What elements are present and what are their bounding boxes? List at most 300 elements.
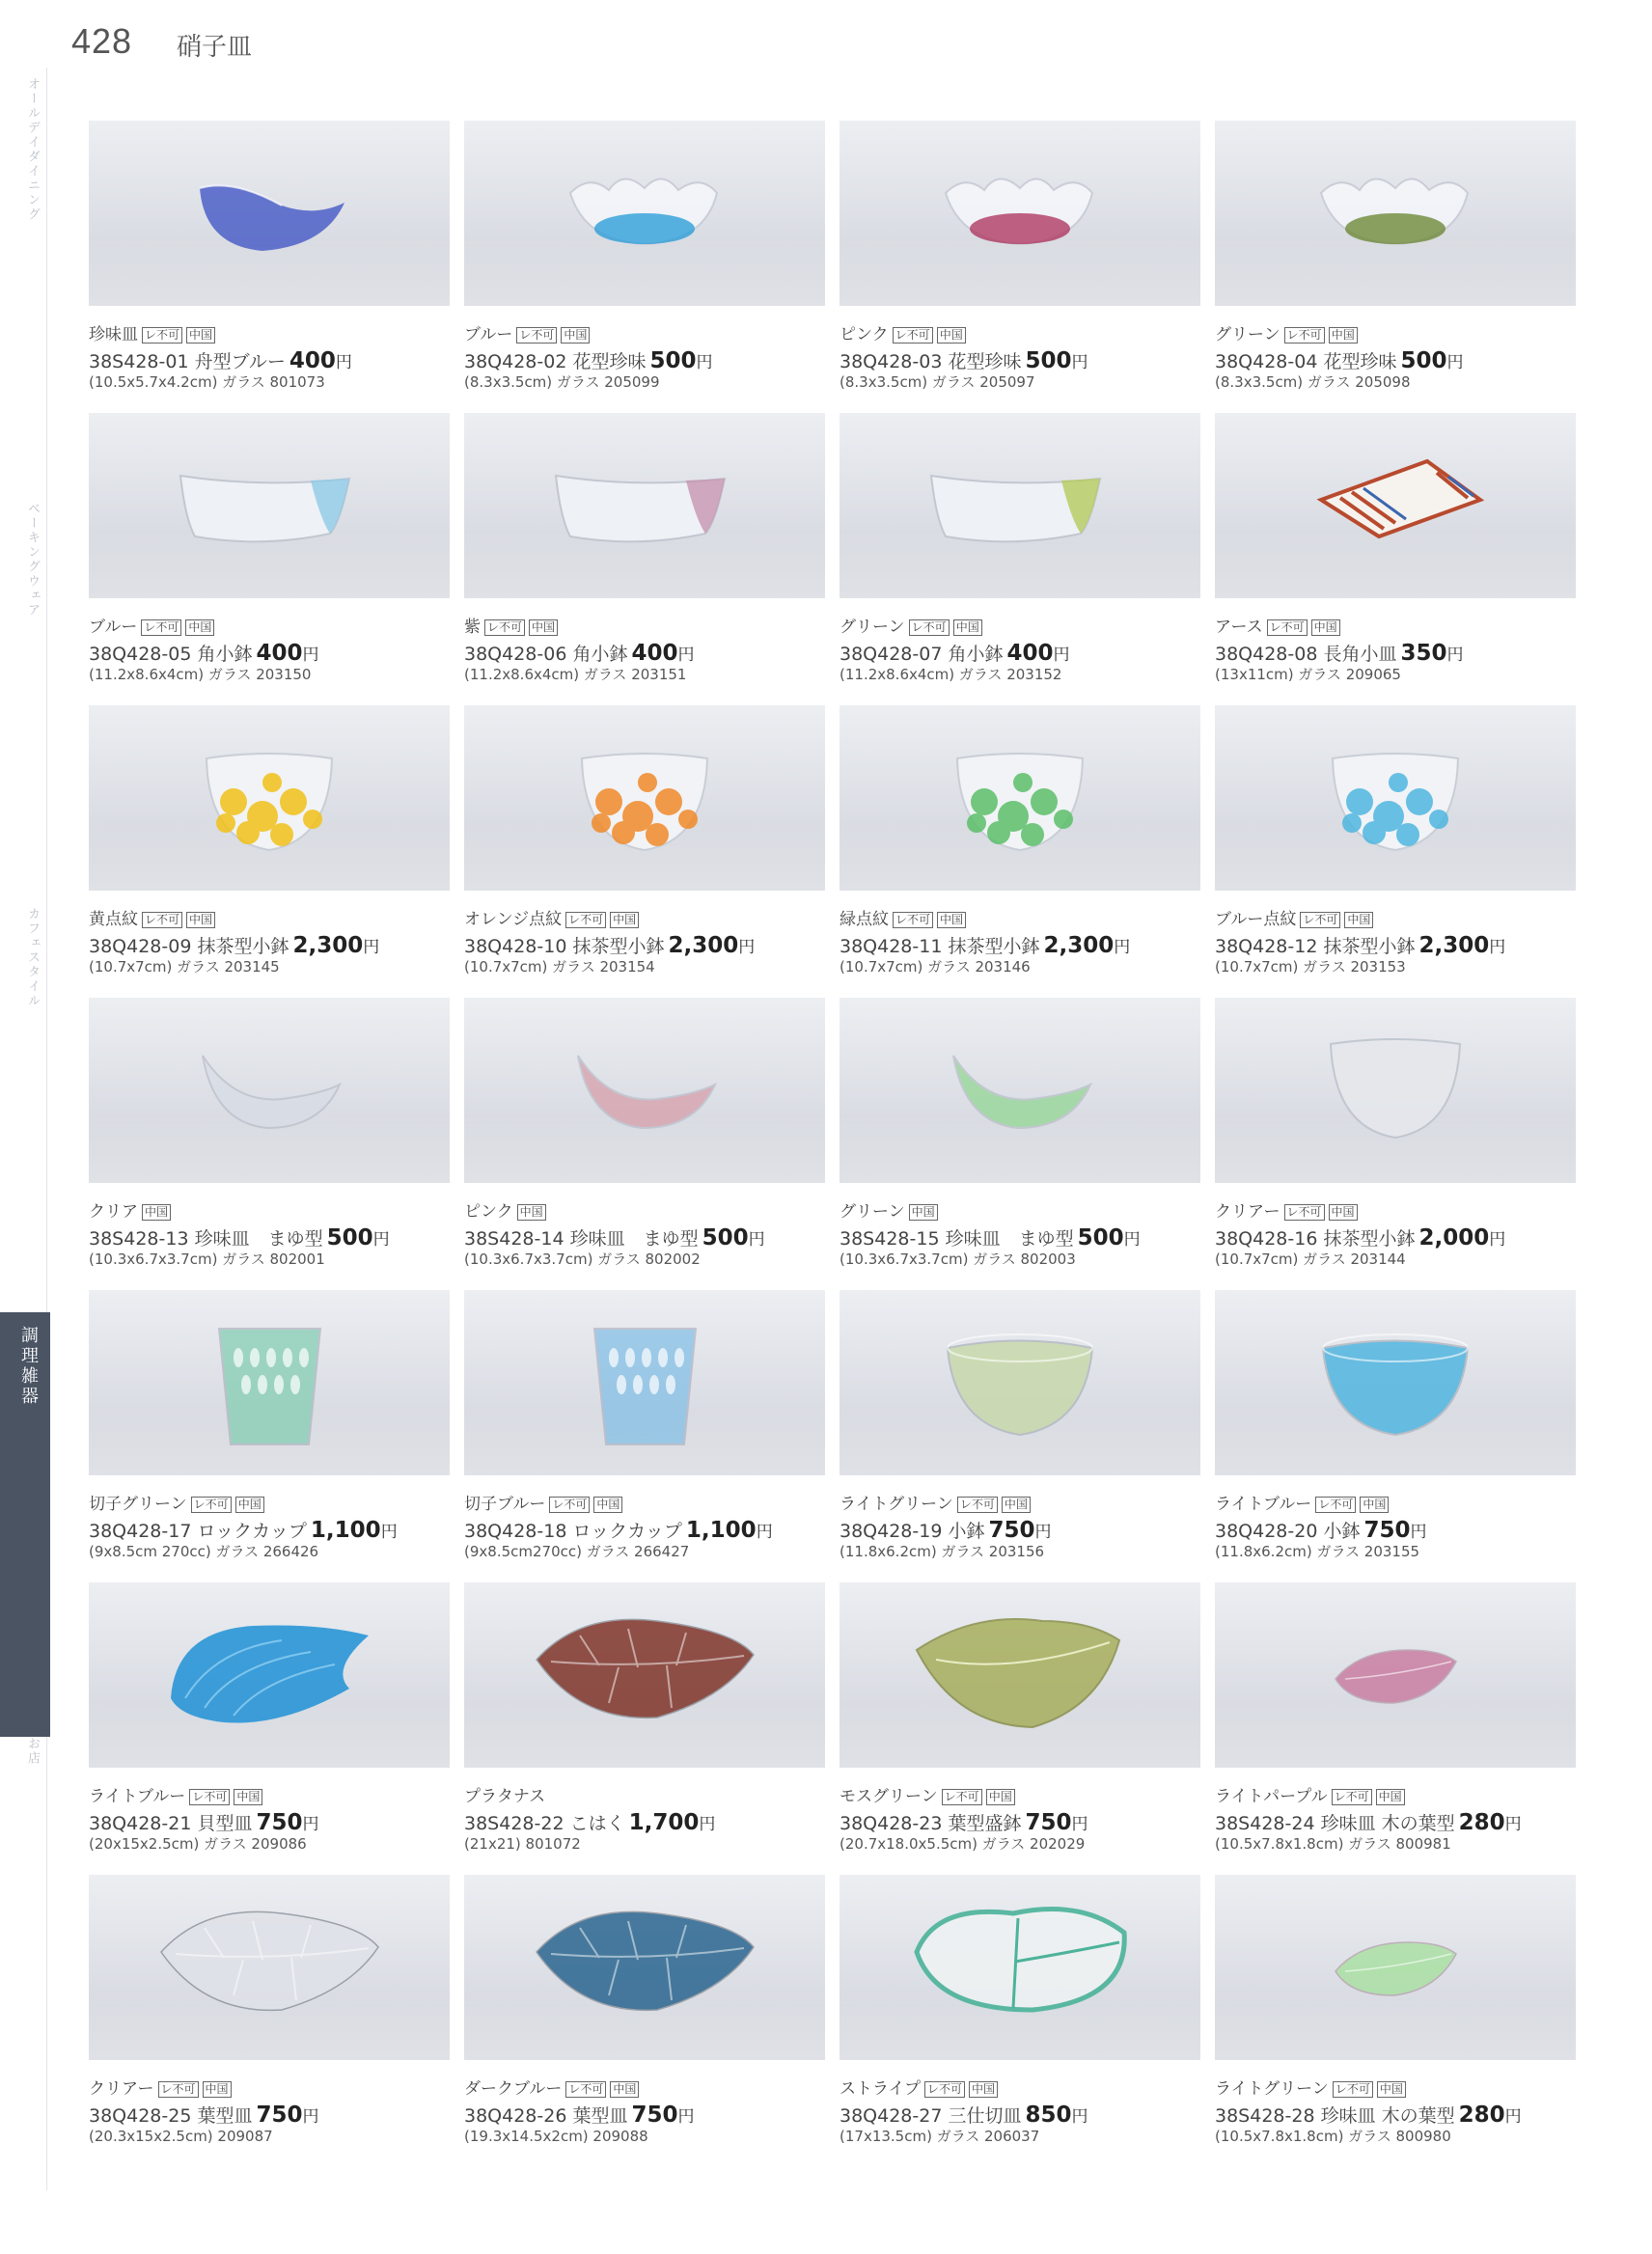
product-variant-line bbox=[89, 1787, 450, 1810]
product-info bbox=[840, 891, 1200, 979]
product-variant-line bbox=[1215, 325, 1576, 348]
product-variant-line bbox=[1215, 2079, 1576, 2103]
currency-yen: 円 bbox=[1071, 1815, 1088, 1834]
product-code: 38Q428-16 bbox=[1215, 1228, 1318, 1250]
product-spec: (11.2x8.6x4cm) ガラス 203150 bbox=[89, 666, 312, 683]
product-variant-name: ライトブルー bbox=[89, 1787, 186, 1806]
product-code: 38S428-01 bbox=[89, 351, 189, 372]
product-info bbox=[89, 598, 450, 687]
product-description: 花型珍味 bbox=[1323, 351, 1397, 372]
product-tag-badge: 中国 bbox=[1329, 1204, 1358, 1221]
currency-yen: 円 bbox=[1504, 1815, 1522, 1834]
product-description: 珍味皿 木の葉型 bbox=[1320, 1813, 1455, 1834]
currency-yen: 円 bbox=[1446, 353, 1464, 372]
product-description: 貝型皿 bbox=[197, 1813, 253, 1834]
currency-yen: 円 bbox=[380, 1523, 398, 1542]
product-tag-badge: レ不可 bbox=[142, 327, 182, 344]
product-info bbox=[1215, 306, 1576, 395]
product-variant-line bbox=[840, 1202, 1200, 1225]
flower-dish-icon bbox=[1215, 121, 1576, 306]
product-photo[interactable] bbox=[89, 705, 450, 891]
product-tag-badge: レ不可 bbox=[1284, 1204, 1325, 1221]
cocoon-dish-icon bbox=[89, 998, 450, 1183]
sidebar-label-cafe-style[interactable]: カフェスタイル bbox=[25, 907, 40, 1008]
product-tag-badge: レ不可 bbox=[942, 1789, 982, 1805]
product-code: 38Q428-04 bbox=[1215, 351, 1318, 372]
product-spec: (20.7x18.0x5.5cm) ガラス 202029 bbox=[840, 1835, 1086, 1853]
product-tag-badge: レ不可 bbox=[484, 619, 525, 636]
currency-yen: 円 bbox=[1123, 1230, 1141, 1250]
product-code: 38Q428-09 bbox=[89, 936, 192, 957]
product-variant-line bbox=[464, 618, 825, 641]
product-code-line bbox=[1215, 1225, 1576, 1251]
sidebar-rule bbox=[0, 68, 47, 2190]
product-variant-name: 緑点紋 bbox=[840, 910, 889, 929]
product-code-line bbox=[840, 348, 1200, 373]
product-code-line bbox=[89, 2103, 450, 2128]
product-photo[interactable] bbox=[840, 1290, 1200, 1475]
product-variant-line bbox=[89, 325, 450, 348]
product-tag-badge: 中国 bbox=[1377, 2081, 1406, 2098]
currency-yen: 円 bbox=[699, 1815, 716, 1834]
product-tag-badge: 中国 bbox=[186, 327, 215, 344]
product-tag-badge: 中国 bbox=[969, 2081, 998, 2098]
product-code: 38Q428-03 bbox=[840, 351, 943, 372]
product-tag-badge: レ不可 bbox=[957, 1497, 998, 1513]
product-variant-name: ピンク bbox=[840, 325, 889, 344]
product-photo[interactable] bbox=[89, 998, 450, 1183]
product-variant-name: ピンク bbox=[464, 1202, 513, 1222]
product-variant-line bbox=[1215, 1202, 1576, 1225]
kiriko-cup-icon bbox=[89, 1290, 450, 1475]
product-card[interactable] bbox=[1215, 705, 1576, 998]
cocoon-dish-icon bbox=[464, 998, 825, 1183]
product-variant-name: 黄点紋 bbox=[89, 910, 138, 929]
product-photo[interactable] bbox=[840, 413, 1200, 598]
product-spec: (10.3x6.7x3.7cm) ガラス 802001 bbox=[89, 1251, 325, 1268]
product-photo[interactable] bbox=[1215, 413, 1576, 598]
striped-plate-icon bbox=[1215, 413, 1576, 598]
round-bowl-icon bbox=[1215, 1290, 1576, 1475]
product-card[interactable] bbox=[464, 998, 825, 1290]
product-spec: (20.3x15x2.5cm) 209087 bbox=[89, 2128, 273, 2145]
product-tag-badge: 中国 bbox=[593, 1497, 622, 1513]
product-description: 角小鉢 bbox=[572, 644, 628, 665]
product-info bbox=[89, 891, 450, 979]
product-tag-badge: レ不可 bbox=[1333, 2081, 1373, 2098]
currency-yen: 円 bbox=[677, 646, 695, 665]
sidebar-label-shop[interactable]: お店 bbox=[25, 1737, 40, 1766]
product-spec: (8.3x3.5cm) ガラス 205097 bbox=[840, 373, 1035, 391]
product-photo[interactable] bbox=[840, 998, 1200, 1183]
product-code: 38S428-15 bbox=[840, 1228, 940, 1250]
product-card[interactable] bbox=[840, 121, 1200, 413]
product-photo[interactable] bbox=[464, 121, 825, 306]
product-code-line bbox=[89, 1225, 450, 1251]
product-photo[interactable] bbox=[89, 1290, 450, 1475]
product-description: 抹茶型小鉢 bbox=[572, 936, 665, 957]
product-price: 750 bbox=[256, 1810, 303, 1835]
product-description: 珍味皿 まゆ型 bbox=[194, 1228, 323, 1250]
product-price: 350 bbox=[1400, 641, 1447, 666]
product-card[interactable] bbox=[1215, 1875, 1576, 2167]
product-info bbox=[464, 2060, 825, 2149]
product-photo[interactable] bbox=[464, 413, 825, 598]
product-variant-name: グリーン bbox=[840, 1202, 905, 1222]
product-tag-badge: 中国 bbox=[517, 1204, 546, 1221]
product-code-line bbox=[464, 2103, 825, 2128]
product-spec: (19.3x14.5x2cm) 209088 bbox=[464, 2128, 648, 2145]
square-bowl-icon bbox=[464, 413, 825, 598]
product-info bbox=[89, 1768, 450, 1856]
kiriko-cup-icon bbox=[464, 1290, 825, 1475]
product-tag-badge: レ不可 bbox=[189, 1789, 230, 1805]
product-variant-name: オレンジ点紋 bbox=[464, 910, 563, 929]
product-photo[interactable] bbox=[840, 705, 1200, 891]
product-price: 400 bbox=[631, 641, 678, 666]
product-photo[interactable] bbox=[1215, 1290, 1576, 1475]
product-variant-name: アース bbox=[1215, 618, 1263, 637]
product-tag-badge: 中国 bbox=[1002, 1497, 1031, 1513]
currency-yen: 円 bbox=[1504, 2107, 1522, 2127]
product-code: 38Q428-11 bbox=[840, 936, 943, 957]
product-spec: (20x15x2.5cm) ガラス 209086 bbox=[89, 1835, 307, 1853]
currency-yen: 円 bbox=[1489, 1230, 1506, 1250]
currency-yen: 円 bbox=[1053, 646, 1070, 665]
product-variant-name: グリーン bbox=[1215, 325, 1280, 344]
product-code-line bbox=[840, 933, 1200, 958]
product-description: 葉型皿 bbox=[572, 2105, 628, 2127]
product-card[interactable] bbox=[464, 1875, 825, 2167]
product-tag-badge: レ不可 bbox=[142, 912, 182, 928]
product-price: 750 bbox=[988, 1518, 1035, 1543]
product-variant-line bbox=[464, 325, 825, 348]
product-price: 500 bbox=[649, 348, 697, 373]
currency-yen: 円 bbox=[372, 1230, 390, 1250]
product-photo[interactable] bbox=[1215, 705, 1576, 891]
product-card[interactable] bbox=[840, 705, 1200, 998]
currency-yen: 円 bbox=[1446, 646, 1464, 665]
product-variant-name: クリアー bbox=[89, 2079, 154, 2099]
product-info bbox=[464, 306, 825, 395]
currency-yen: 円 bbox=[696, 353, 713, 372]
product-variant-line bbox=[1215, 1495, 1576, 1518]
product-price: 1,100 bbox=[310, 1518, 381, 1543]
product-variant-name: ライトパープル bbox=[1215, 1787, 1328, 1806]
product-card[interactable] bbox=[840, 1290, 1200, 1582]
shell-plate-icon bbox=[89, 1582, 450, 1768]
product-tag-badge: 中国 bbox=[185, 619, 214, 636]
product-info bbox=[464, 598, 825, 687]
product-variant-name: クリア bbox=[89, 1202, 138, 1222]
product-price: 2,000 bbox=[1418, 1225, 1490, 1251]
product-spec: (11.8x6.2cm) ガラス 203155 bbox=[1215, 1543, 1420, 1560]
product-variant-line bbox=[89, 1495, 450, 1518]
flower-dish-icon bbox=[840, 121, 1200, 306]
product-card[interactable] bbox=[89, 121, 450, 413]
product-variant-line bbox=[840, 325, 1200, 348]
product-info bbox=[464, 1183, 825, 1272]
product-variant-name: ブルー bbox=[464, 325, 513, 344]
product-code-line bbox=[840, 1518, 1200, 1543]
product-tag-badge: 中国 bbox=[561, 327, 590, 344]
product-price: 1,700 bbox=[628, 1810, 700, 1835]
product-card[interactable] bbox=[1215, 121, 1576, 413]
product-variant-line bbox=[89, 1202, 450, 1225]
product-tag-badge: レ不可 bbox=[191, 1497, 232, 1513]
product-code-line bbox=[464, 348, 825, 373]
product-variant-name: 紫 bbox=[464, 618, 481, 637]
product-code: 38Q428-17 bbox=[89, 1521, 192, 1542]
product-variant-name: プラタナス bbox=[464, 1787, 546, 1806]
product-price: 500 bbox=[1400, 348, 1447, 373]
product-photo[interactable] bbox=[840, 1875, 1200, 2060]
product-tag-badge: レ不可 bbox=[893, 327, 933, 344]
product-info bbox=[840, 598, 1200, 687]
product-code-line bbox=[840, 2103, 1200, 2128]
page-number: 428 bbox=[71, 21, 133, 61]
product-tag-badge: 中国 bbox=[186, 912, 215, 928]
product-price: 500 bbox=[702, 1225, 749, 1251]
product-price: 400 bbox=[289, 348, 336, 373]
product-price: 750 bbox=[1363, 1518, 1411, 1543]
product-variant-line bbox=[464, 1202, 825, 1225]
clear-bowl-icon bbox=[1215, 998, 1576, 1183]
product-card[interactable] bbox=[464, 705, 825, 998]
product-code: 38S428-13 bbox=[89, 1228, 189, 1250]
product-code-line bbox=[840, 1225, 1200, 1251]
product-card[interactable] bbox=[89, 1582, 450, 1875]
product-info bbox=[840, 306, 1200, 395]
leaf-plate-icon bbox=[464, 1582, 825, 1768]
product-code: 38S428-28 bbox=[1215, 2105, 1315, 2127]
product-photo[interactable] bbox=[1215, 1875, 1576, 2060]
product-description: 花型珍味 bbox=[948, 351, 1022, 372]
product-tag-badge: 中国 bbox=[203, 2081, 232, 2098]
product-variant-line bbox=[89, 618, 450, 641]
product-code: 38Q428-05 bbox=[89, 644, 192, 665]
product-card[interactable] bbox=[464, 1290, 825, 1582]
product-card[interactable] bbox=[464, 121, 825, 413]
product-card[interactable] bbox=[1215, 1582, 1576, 1875]
product-description: 舟型ブルー bbox=[194, 351, 286, 372]
currency-yen: 円 bbox=[302, 1815, 319, 1834]
product-code: 38Q428-26 bbox=[464, 2105, 567, 2127]
small-leaf-dish-icon bbox=[1215, 1582, 1576, 1768]
product-photo[interactable] bbox=[464, 1290, 825, 1475]
product-tag-badge: レ不可 bbox=[565, 2081, 606, 2098]
product-tag-badge: 中国 bbox=[1311, 619, 1340, 636]
product-description: 抹茶型小鉢 bbox=[197, 936, 289, 957]
currency-yen: 円 bbox=[748, 1230, 765, 1250]
product-code-line bbox=[89, 933, 450, 958]
product-variant-name: ブルー点紋 bbox=[1215, 910, 1297, 929]
dotted-bowl-icon bbox=[840, 705, 1200, 891]
product-code: 38Q428-23 bbox=[840, 1813, 943, 1834]
product-spec: (21x21) 801072 bbox=[464, 1835, 581, 1853]
product-variant-name: ライトグリーン bbox=[1215, 2079, 1329, 2099]
currency-yen: 円 bbox=[738, 938, 756, 957]
square-bowl-icon bbox=[89, 413, 450, 598]
product-variant-line bbox=[840, 1495, 1200, 1518]
product-tag-badge: レ不可 bbox=[1284, 327, 1325, 344]
product-variant-name: 切子ブルー bbox=[464, 1495, 546, 1514]
product-tag-badge: 中国 bbox=[1329, 327, 1358, 344]
dotted-bowl-icon bbox=[89, 705, 450, 891]
product-code-line bbox=[89, 641, 450, 666]
product-info bbox=[840, 2060, 1200, 2149]
product-card[interactable] bbox=[89, 1875, 450, 2167]
product-card[interactable] bbox=[840, 1875, 1200, 2167]
product-description: 抹茶型小鉢 bbox=[948, 936, 1040, 957]
product-card[interactable] bbox=[89, 998, 450, 1290]
leaf-plate-icon bbox=[89, 1875, 450, 2060]
product-card[interactable] bbox=[464, 413, 825, 705]
product-description: 珍味皿 まゆ型 bbox=[569, 1228, 699, 1250]
product-photo[interactable] bbox=[89, 1875, 450, 2060]
product-spec: (10.7x7cm) ガラス 203145 bbox=[89, 958, 280, 976]
product-spec: (17x13.5cm) ガラス 206037 bbox=[840, 2128, 1040, 2145]
product-code: 38Q428-27 bbox=[840, 2105, 943, 2127]
currency-yen: 円 bbox=[1114, 938, 1131, 957]
product-photo[interactable] bbox=[840, 121, 1200, 306]
product-photo[interactable] bbox=[464, 1875, 825, 2060]
product-photo[interactable] bbox=[89, 1582, 450, 1768]
product-variant-name: ストライプ bbox=[840, 2079, 921, 2099]
product-code: 38Q428-06 bbox=[464, 644, 567, 665]
product-price: 400 bbox=[256, 641, 303, 666]
sidebar-tab-label: 調理雑器 bbox=[18, 1326, 39, 1407]
product-tag-badge: レ不可 bbox=[893, 912, 933, 928]
product-spec: (10.3x6.7x3.7cm) ガラス 802003 bbox=[840, 1251, 1076, 1268]
product-price: 500 bbox=[1077, 1225, 1124, 1251]
sidebar-label-all-day-dining[interactable]: オールデイダイニング bbox=[25, 77, 40, 222]
product-card[interactable] bbox=[840, 1582, 1200, 1875]
product-price: 2,300 bbox=[292, 933, 364, 958]
dotted-bowl-icon bbox=[464, 705, 825, 891]
currency-yen: 円 bbox=[302, 646, 319, 665]
product-price: 2,300 bbox=[668, 933, 739, 958]
product-spec: (11.2x8.6x4cm) ガラス 203151 bbox=[464, 666, 687, 683]
product-tag-badge: レ不可 bbox=[516, 327, 557, 344]
round-bowl-icon bbox=[840, 1290, 1200, 1475]
product-info bbox=[1215, 891, 1576, 979]
product-code-line bbox=[840, 1810, 1200, 1835]
product-variant-line bbox=[89, 910, 450, 933]
product-spec: (10.5x5.7x4.2cm) ガラス 801073 bbox=[89, 373, 325, 391]
currency-yen: 円 bbox=[1071, 353, 1088, 372]
currency-yen: 円 bbox=[1410, 1523, 1427, 1542]
product-price: 750 bbox=[256, 2103, 303, 2128]
product-code: 38S428-22 bbox=[464, 1813, 564, 1834]
product-price: 280 bbox=[1458, 2103, 1505, 2128]
product-photo[interactable] bbox=[1215, 998, 1576, 1183]
product-tag-badge: 中国 bbox=[234, 1789, 262, 1805]
product-photo[interactable] bbox=[464, 1582, 825, 1768]
product-code-line bbox=[464, 1225, 825, 1251]
product-variant-name: ダークブルー bbox=[464, 2079, 563, 2099]
product-price: 500 bbox=[326, 1225, 373, 1251]
currency-yen: 円 bbox=[1489, 938, 1506, 957]
product-info bbox=[840, 1475, 1200, 1564]
product-code: 38Q428-02 bbox=[464, 351, 567, 372]
product-tag-badge: レ不可 bbox=[158, 2081, 199, 2098]
product-photo[interactable] bbox=[464, 998, 825, 1183]
product-photo[interactable] bbox=[89, 121, 450, 306]
product-info bbox=[1215, 2060, 1576, 2149]
product-photo[interactable] bbox=[464, 705, 825, 891]
product-card[interactable] bbox=[1215, 1290, 1576, 1582]
product-tag-badge: 中国 bbox=[937, 327, 966, 344]
product-variant-name: グリーン bbox=[840, 618, 905, 637]
product-photo[interactable] bbox=[840, 1582, 1200, 1768]
product-price: 750 bbox=[1025, 1810, 1072, 1835]
product-card[interactable] bbox=[1215, 413, 1576, 705]
product-card[interactable] bbox=[840, 413, 1200, 705]
flower-dish-icon bbox=[464, 121, 825, 306]
product-variant-name: モスグリーン bbox=[840, 1787, 938, 1806]
sidebar-label-bakingware[interactable]: ベーキングウェア bbox=[25, 502, 40, 618]
product-description: 角小鉢 bbox=[948, 644, 1004, 665]
product-tag-badge: レ不可 bbox=[909, 619, 950, 636]
product-code-line bbox=[1215, 641, 1576, 666]
product-description: 三仕切皿 bbox=[948, 2105, 1022, 2127]
product-variant-name: クリアー bbox=[1215, 1202, 1280, 1222]
product-variant-name: ブルー bbox=[89, 618, 138, 637]
product-tag-badge: 中国 bbox=[909, 1204, 938, 1221]
product-description: 花型珍味 bbox=[572, 351, 647, 372]
product-card[interactable] bbox=[89, 413, 450, 705]
product-info bbox=[89, 2060, 450, 2149]
product-photo[interactable] bbox=[1215, 1582, 1576, 1768]
product-card[interactable] bbox=[1215, 998, 1576, 1290]
currency-yen: 円 bbox=[363, 938, 380, 957]
product-variant-name: 珍味皿 bbox=[89, 325, 138, 344]
sidebar-tab-cookware[interactable] bbox=[0, 1312, 50, 1737]
product-tag-badge: 中国 bbox=[1344, 912, 1373, 928]
product-variant-line bbox=[1215, 618, 1576, 641]
product-code-line bbox=[840, 641, 1200, 666]
product-photo[interactable] bbox=[89, 413, 450, 598]
product-description: 抹茶型小鉢 bbox=[1323, 1228, 1416, 1250]
product-price: 2,300 bbox=[1043, 933, 1115, 958]
product-code: 38S428-14 bbox=[464, 1228, 564, 1250]
product-spec: (8.3x3.5cm) ガラス 205099 bbox=[464, 373, 660, 391]
product-tag-badge: レ不可 bbox=[1267, 619, 1308, 636]
product-code: 38S428-24 bbox=[1215, 1813, 1315, 1834]
product-description: 珍味皿 木の葉型 bbox=[1320, 2105, 1455, 2127]
product-code-line bbox=[464, 1518, 825, 1543]
product-description: 抹茶型小鉢 bbox=[1323, 936, 1416, 957]
product-tag-badge: 中国 bbox=[953, 619, 982, 636]
product-card[interactable] bbox=[89, 1290, 450, 1582]
product-code: 38Q428-07 bbox=[840, 644, 943, 665]
product-price: 280 bbox=[1458, 1810, 1505, 1835]
product-info bbox=[1215, 1768, 1576, 1856]
product-card[interactable] bbox=[840, 998, 1200, 1290]
product-grid bbox=[89, 121, 1576, 2167]
product-spec: (10.7x7cm) ガラス 203144 bbox=[1215, 1251, 1406, 1268]
currency-yen: 円 bbox=[335, 353, 352, 372]
product-card[interactable] bbox=[464, 1582, 825, 1875]
product-photo[interactable] bbox=[1215, 121, 1576, 306]
product-variant-line bbox=[464, 1787, 825, 1810]
product-card[interactable] bbox=[89, 705, 450, 998]
leaf-bowl-icon bbox=[840, 1582, 1200, 1768]
product-tag-badge: レ不可 bbox=[565, 912, 606, 928]
product-description: 葉型皿 bbox=[197, 2105, 253, 2127]
product-variant-line bbox=[89, 2079, 450, 2103]
